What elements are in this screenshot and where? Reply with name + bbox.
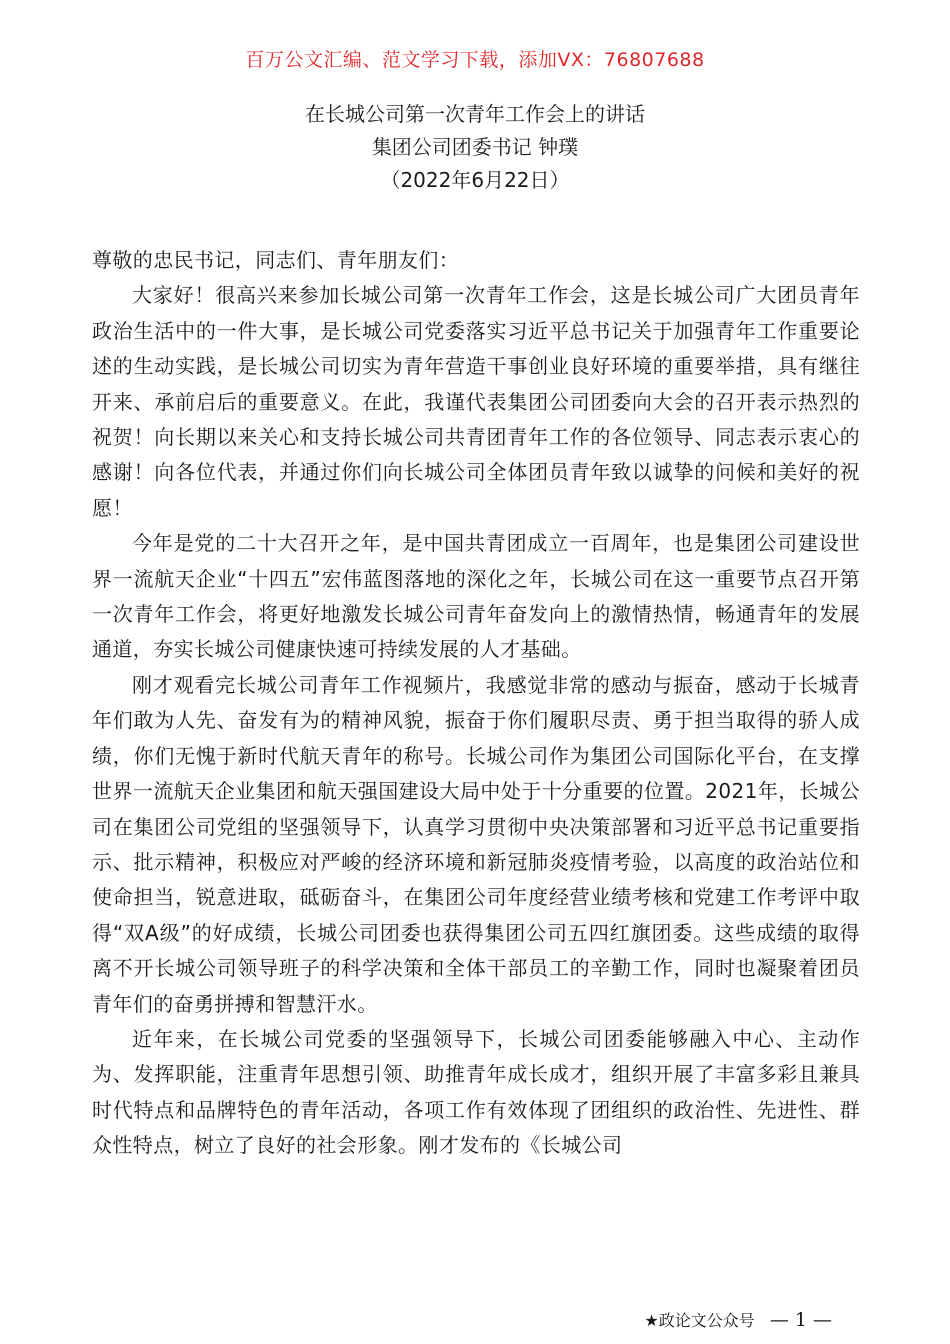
document-author: 集团公司团委书记 钟璞: [371, 135, 579, 159]
paragraph: 近年来，在长城公司党委的坚强领导下，长城公司团委能够融入中心、主动作为、发挥职能，注重青年思想引领、助推青年成长成才，组织开展了丰富多彩且兼具时代特点和品牌特色的青年活动，各项工作有效体现了团组织的政治性、先进性、群众性特点，树立了良好的社会形象。刚才发布的《长城公司: [92, 1026, 860, 1158]
paragraph: 大家好！很高兴来参加长城公司第一次青年工作会，这是长城公司广大团员青年政治生活中的一件大事，是长城公司党委落实习近平总书记关于加强青年工作重要论述的生动实践，是长城公司切实为青年营造干事创业良好环境的重要举措，具有继往开来、承前启后的重要意义。在此，我谨代表集团公司团委向大会的召开表示热烈的祝贺！向长期以来关心和支持长城公司共青团青年工作的各位领导、同志表示衷心的感谢！向各位代表，并通过你们向长城公司全体团员青年致以诚挚的问候和美好的祝愿！: [92, 283, 860, 520]
header-download-note: 百万公文汇编、范文学习下载，添加VX：76807688: [245, 49, 705, 71]
document-title-block: [0, 98, 950, 197]
salutation: 尊敬的忠民书记，同志们、青年朋友们：: [92, 248, 460, 272]
paragraph: 今年是党的二十大召开之年，是中国共青团成立一百周年，也是集团公司建设世界一流航天企业“十四五”宏伟蓝图落地的深化之年，长城公司在这一重要节点召开第一次青年工作会，将更好地激发长城公司青年奋发向上的激情热情，畅通青年的发展通道，夯实长城公司健康快速可持续发展的人才基础。: [92, 531, 860, 662]
document-title: 在长城公司第一次青年工作会上的讲话: [305, 102, 645, 126]
document-date: （2022年6月22日）: [380, 168, 570, 192]
page-number: — 1 —: [769, 1309, 832, 1331]
document-body: [92, 243, 860, 1164]
page-footer: [644, 1309, 832, 1332]
footer-source: ★政论文公众号: [644, 1311, 755, 1330]
paragraph: 刚才观看完长城公司青年工作视频片，我感觉非常的感动与振奋，感动于长城青年们敢为人先、奋发有为的精神风貌，振奋于你们履职尽责、勇于担当取得的骄人成绩，你们无愧于新时代航天青年的称号。长城公司作为集团公司国际化平台，在支撑世界一流航天企业集团和航天强国建设大局中处于十分重要的位置。2021年，长城公司在集团公司党组的坚强领导下，认真学习贯彻中央决策部署和习近平总书记重要指示、批示精神，积极应对严峻的经济环境和新冠肺炎疫情考验，以高度的政治站位和使命担当，锐意进取，砥砺奋斗，在集团公司年度经营业绩考核和党建工作考评中取得“双A级”的好成绩，长城公司团委也获得集团公司五四红旗团委。这些成绩的取得离不开长城公司领导班子的科学决策和全体干部员工的辛勤工作，同时也凝聚着团员青年们的奋勇拼搏和智慧汗水。: [92, 672, 860, 1016]
